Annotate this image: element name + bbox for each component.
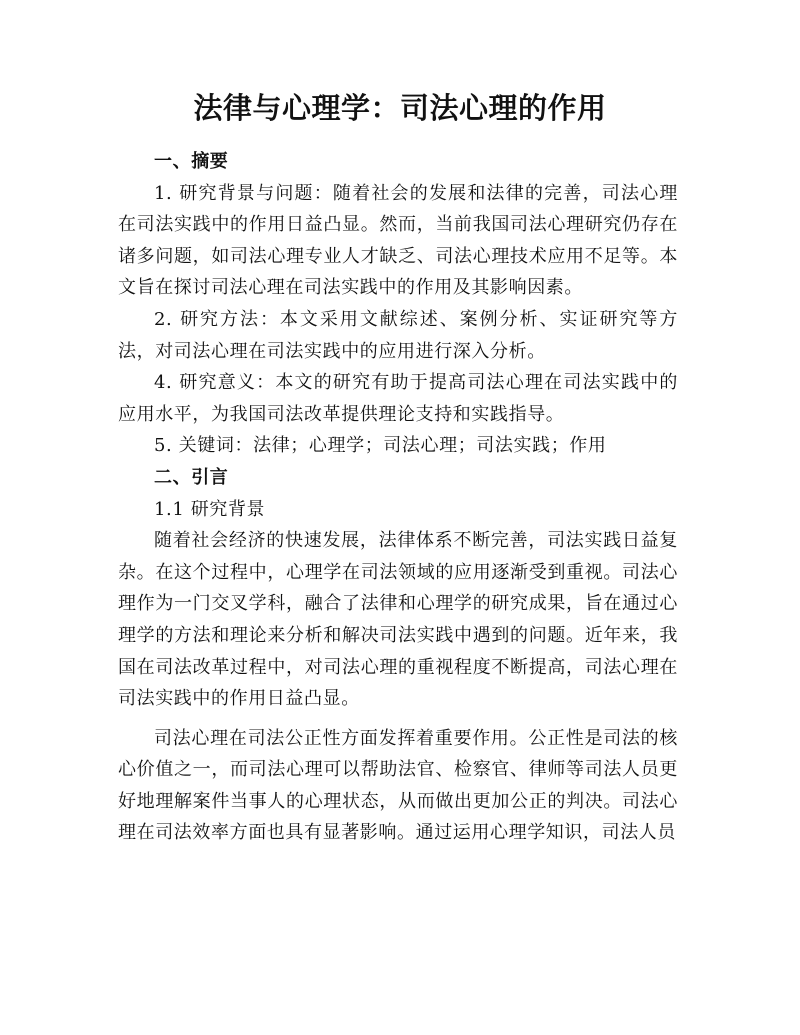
section-heading-abstract: 一、摘要 [154, 151, 229, 172]
abstract-item-significance: 4. 研究意义：本文的研究有助于提高司法心理在司法实践中的应用水平，为我国司法改革提供理论支持和实践指导。 [118, 372, 678, 425]
document-body [118, 146, 678, 849]
abstract-item-keywords: 5. 关键词：法律；心理学；司法心理；司法实践；作用 [154, 435, 607, 457]
abstract-item-methods: 2. 研究方法：本文采用文献综述、案例分析、实证研究等方法，对司法心理在司法实践中的应用进行深入分析。 [118, 308, 678, 362]
document-title: 法律与心理学：司法心理的作用 [193, 91, 607, 125]
abstract-item-background: 1. 研究背景与问题：随着社会的发展和法律的完善，司法心理在司法实践中的作用日益凸显。然而，当前我国司法心理研究仍存在诸多问题，如司法心理专业人才缺乏、司法心理技术应用不足等。本文旨在探讨司法心理在司法实践中的作用及其影响因素。 [118, 182, 678, 299]
subsection-heading-background: 1.1 研究背景 [154, 498, 266, 520]
intro-paragraph-2: 司法心理在司法公正性方面发挥着重要作用。公正性是司法的核心价值之一，而司法心理可以帮助法官、检察官、律师等司法人员更好地理解案件当事人的心理状态，从而做出更加公正的判决。司法心理在司法效率方面也具有显著影响。通过运用心理学知识，司法人员 [118, 727, 678, 844]
intro-paragraph-1: 随着社会经济的快速发展，法律体系不断完善，司法实践日益复杂。在这个过程中，心理学在司法领域的应用逐渐受到重视。司法心理作为一门交叉学科，融合了法律和心理学的研究成果，旨在通过心理学的方法和理论来分析和解决司法实践中遇到的问题。近年来，我国在司法改革过程中，对司法心理的重视程度不断提高，司法心理在司法实践中的作用日益凸显。 [118, 530, 678, 710]
section-heading-introduction: 二、引言 [154, 466, 229, 488]
